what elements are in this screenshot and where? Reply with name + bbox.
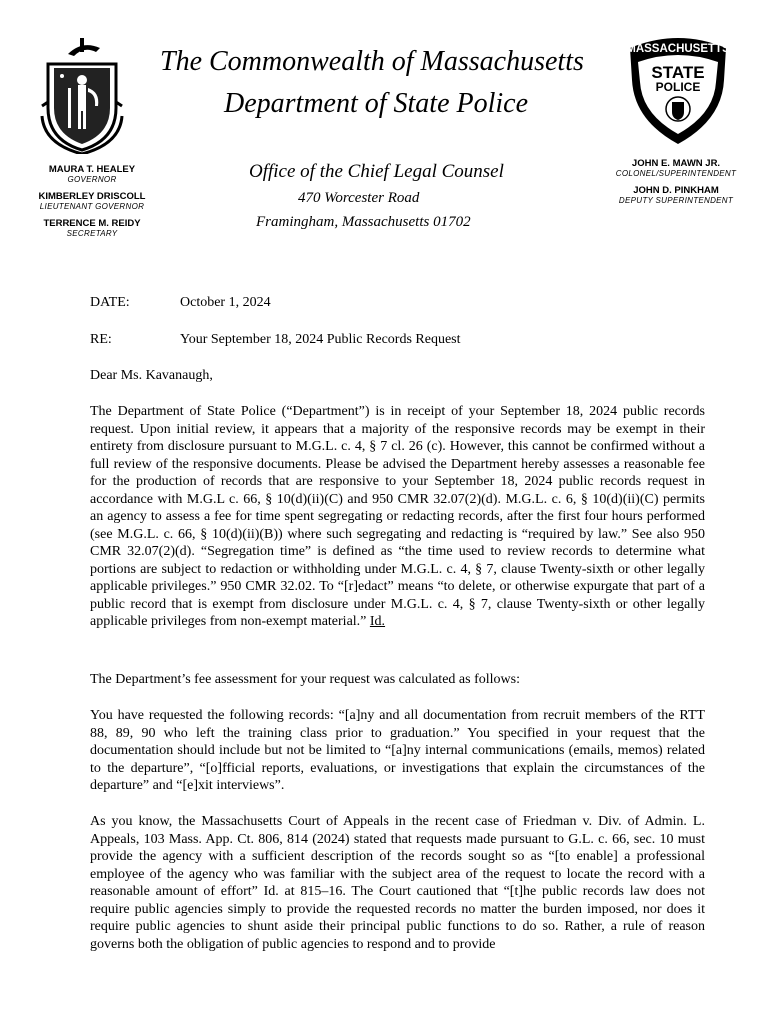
date-value: October 1, 2024: [180, 295, 271, 310]
badge-police-text: POLICE: [655, 80, 701, 94]
right-officials: [596, 158, 756, 212]
department-title: Department of State Police: [224, 88, 529, 119]
citation-id: Id.: [369, 614, 386, 629]
paragraph-fee-intro: The Department’s fee assessment for your request was calculated as follows:: [90, 672, 520, 687]
official-title: LIEUTENANT GOVERNOR: [39, 202, 145, 211]
badge-top-text: MASSACHUSETTS: [626, 43, 730, 55]
official-name: JOHN D. PINKHAM: [633, 185, 719, 196]
re-line: [90, 331, 705, 349]
re-value: Your September 18, 2024 Public Records Request: [180, 332, 461, 347]
commonwealth-title: The Commonwealth of Massachusetts: [160, 46, 584, 77]
paragraph-text: The Department of State Police (“Department”) is in receipt of your September 18, 2024 public records request. Upon initial review, it appears that a majority of the responsive records may be exempt in their entirety from disclosure pursuant to M.G.L. c. 4, § 7 cl. 26 (c). However, this cannot be confirmed without a full review of the responsive documents. Please be advised the Department hereby assesses a reasonable fee for the production of records that are responsive to your September 18, 2024 public records request in accordance with M.G.L c. 66, § 10(d)(ii)(C) and 950 CMR 32.07(2)(d). M.G.L. c. 6, § 10(d)(ii)(C) permits an agency to assess a fee for time spent segregating or redacting records, after the first four hours performed (see M.G.L. c. 66, § 10(d)(ii)(B)) where such segregating and redacting is “required by law.” See also 950 CMR 32.07(2)(d). “Segregation time” is defined as “the time used to review records to determine what portions are subject to redaction or withholding under M.G.L. c. 4, § 7, clause Twenty-sixth or other legally applicable privileges.” 950 CMR 32.02. To “[r]edact” means “to delete, or otherwise expurgate that part of a public record that is exempt from disclosure under M.G.L. c. 4, § 7, clause Twenty-sixth or other legally applicable privileges from non-exempt material.”: [90, 404, 705, 629]
office-name: Office of the Chief Legal Counsel: [249, 161, 504, 182]
official-name: MAURA T. HEALEY: [48, 164, 136, 175]
official-title: GOVERNOR: [67, 175, 117, 184]
paragraph-fee-basis: [90, 403, 705, 631]
official-title: COLONEL/SUPERINTENDENT: [615, 169, 737, 178]
date-line: [90, 294, 705, 312]
salutation: Dear Ms. Kavanaugh,: [90, 368, 213, 383]
official-title: SECRETARY: [66, 229, 118, 238]
left-officials: [22, 164, 162, 245]
official-title: DEPUTY SUPERINTENDENT: [618, 196, 734, 205]
paragraph-request: You have requested the following records: “[a]ny and all documentation from recruit members of the RTT 88, 89, 90 who left the training class prior to graduation.” You specified in your request that the documentation should include but not be limited to “[a]ny internal communications (emails, memos) related to the departure”, “[o]fficial reports, evaluations, or investigations that explain the circumstances of the departure” and “[e]xit interviews”.: [90, 708, 705, 793]
address-city: Framingham, Massachusetts 01702: [256, 214, 471, 230]
badge-state-text: STATE: [651, 63, 705, 82]
re-label: RE:: [90, 332, 112, 347]
official-name: KIMBERLEY DRISCOLL: [38, 191, 146, 202]
state-police-badge-icon: [626, 34, 730, 146]
commonwealth-seal-icon: [38, 36, 126, 154]
date-label: DATE:: [90, 295, 130, 310]
address-street: 470 Worcester Road: [298, 190, 420, 206]
official-name: JOHN E. MAWN JR.: [631, 158, 721, 169]
paragraph-court: As you know, the Massachusetts Court of Appeals in the recent case of Friedman v. Div. of Admin. L. Appeals, 103 Mass. App. Ct. 806, 814 (2024) stated that requests made pursuant to G.L. c. 66, sec. 10 must provide the agency with a sufficient description of the records sought so as “[to enable] a professional employee of the agency who was familiar with the subject area of the request to locate the record with a reasonable amount of effort” Id. at 815–16. The Court cautioned that “[t]he public records law does not require public agencies simply to provide the requested records no matter the burden imposed, nor does it require public agencies to shunt aside their principal public functions to do so. Rather, a rule of reason governs both the obligation of public agencies to respond and to provide: [90, 814, 705, 952]
official-name: TERRENCE M. REIDY: [43, 218, 141, 229]
